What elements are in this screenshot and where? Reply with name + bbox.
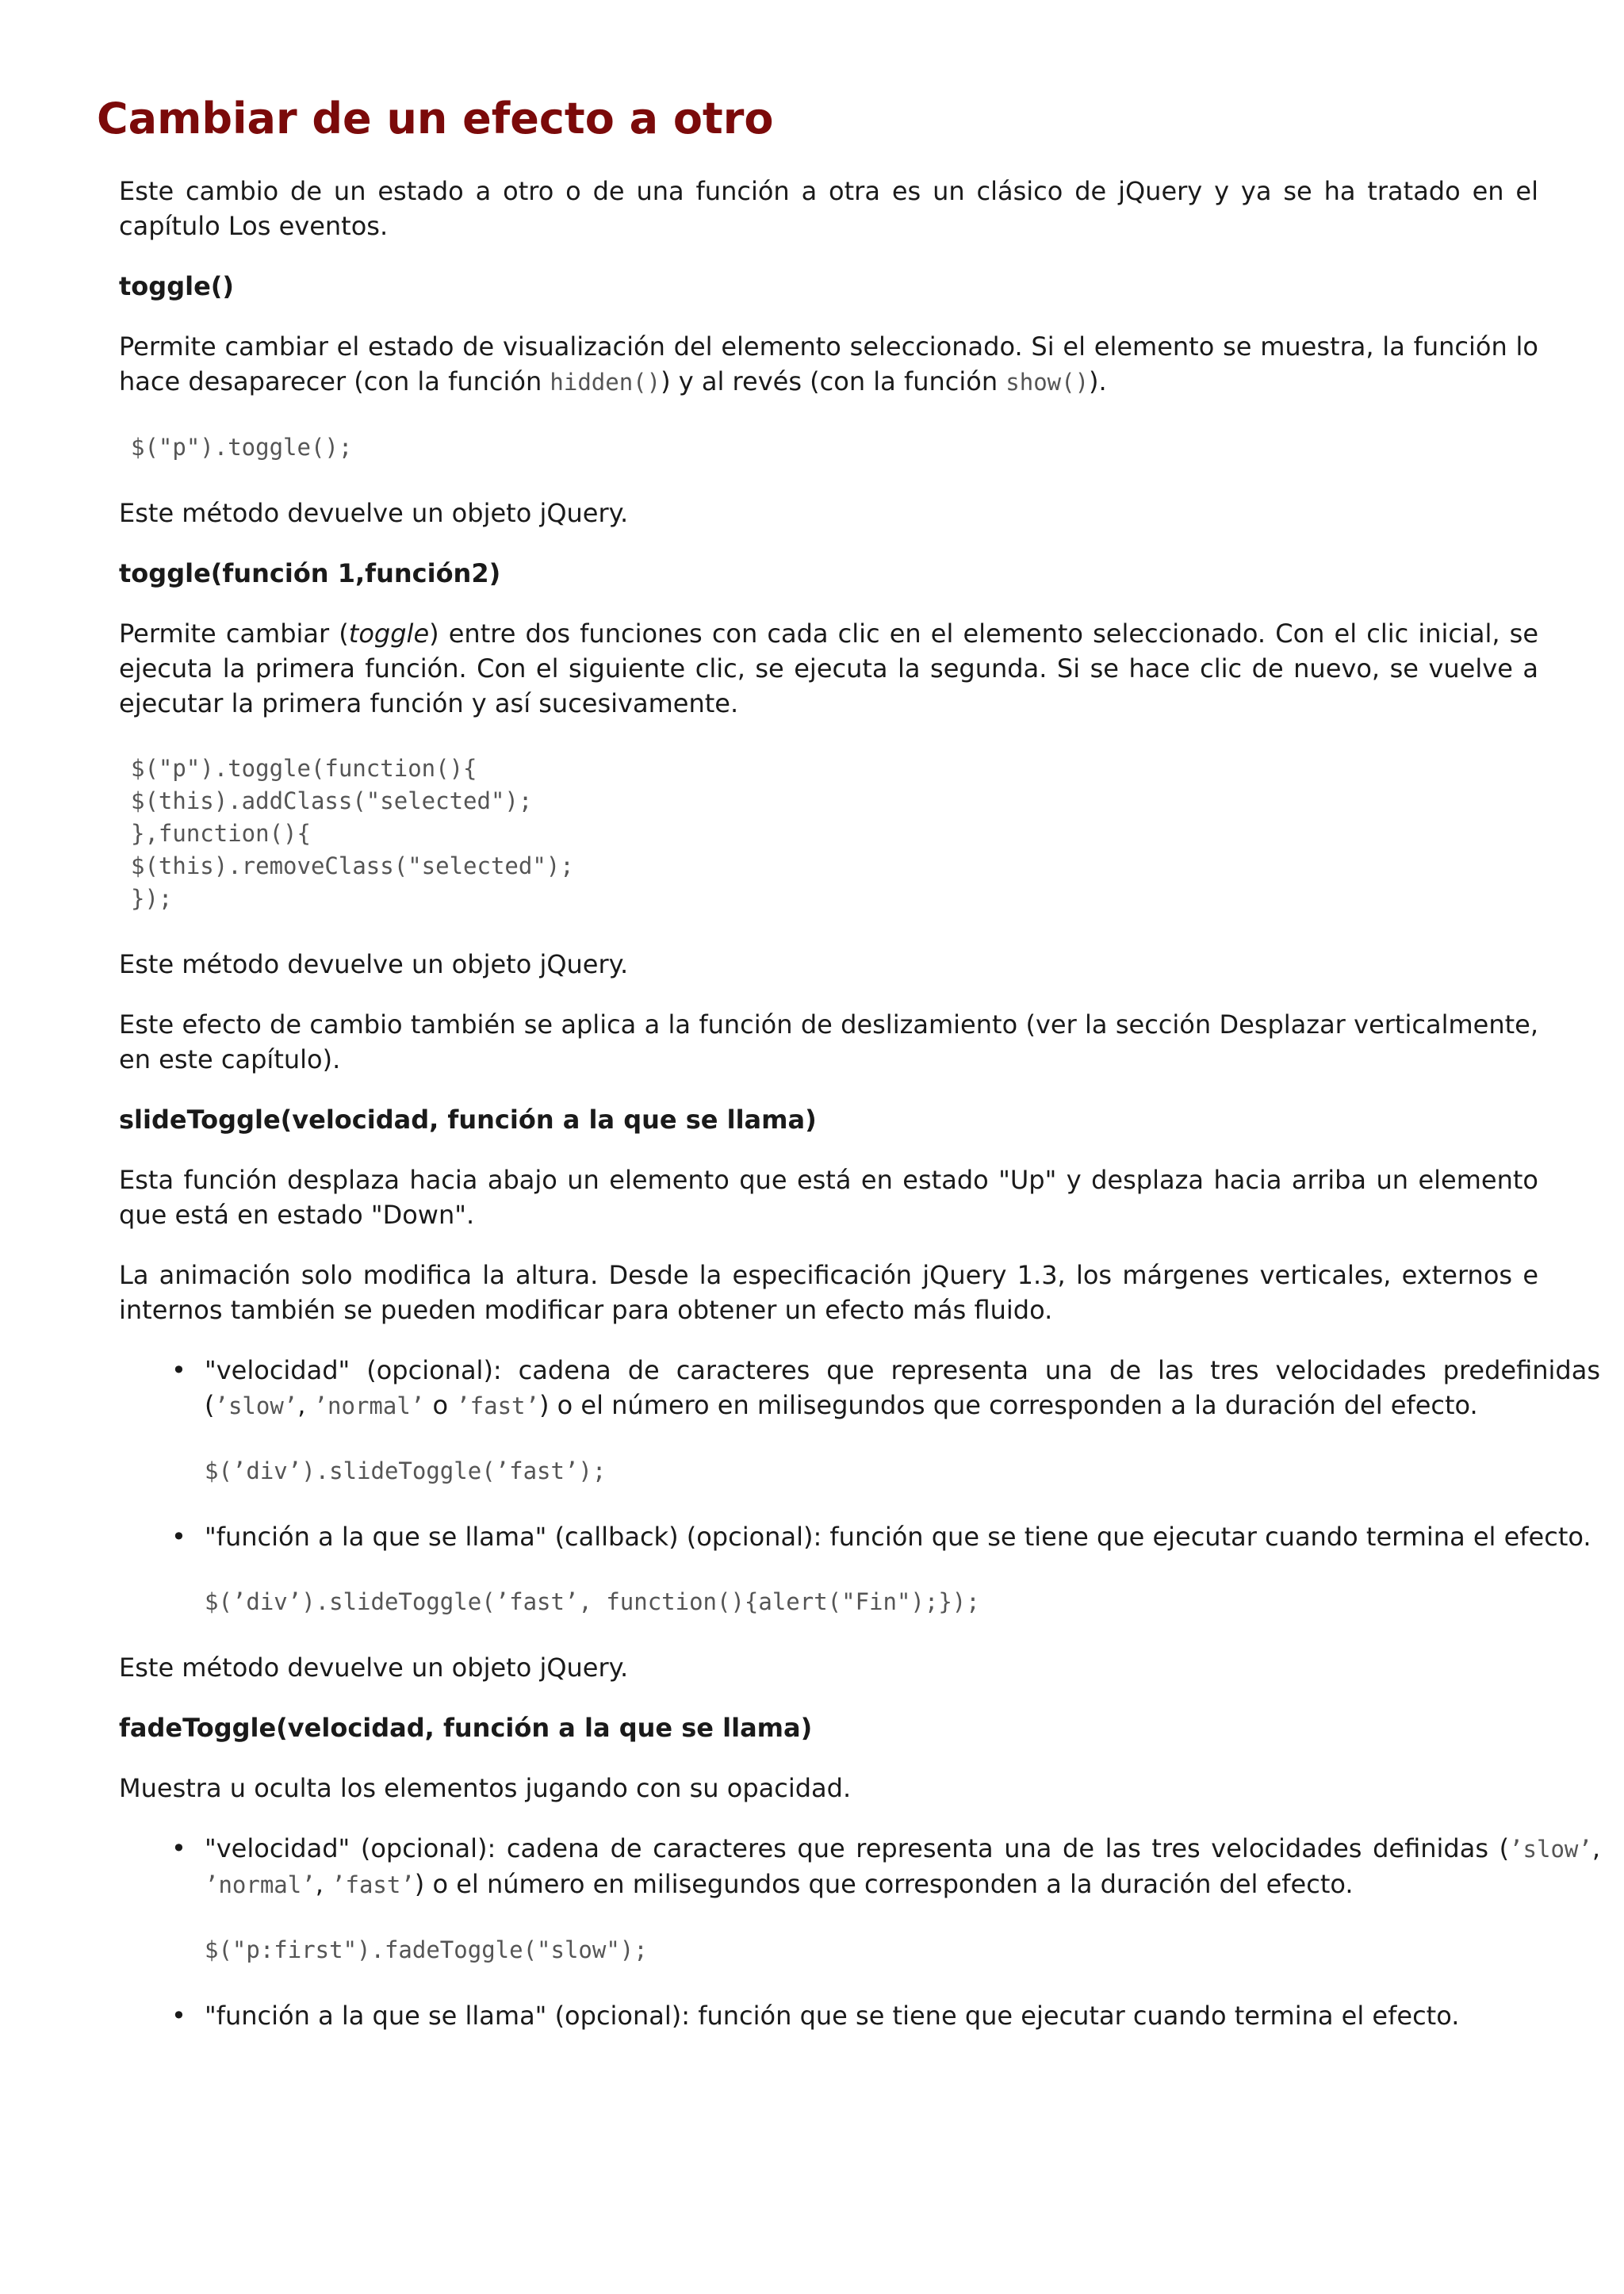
code-fast: ’fast’ [331, 1871, 415, 1898]
param-text: ) o el número en milisegundos que corresponden a la duración del efecto. [538, 1390, 1478, 1420]
toggle2-note: Este efecto de cambio también se aplica a la función de deslizamiento (ver la sección Desplazar verticalmente, en este capítulo). [119, 1009, 1538, 1074]
param-text: "velocidad" (opcional): cadena de caracteres que representa una de las tres velocidades definidas ( [205, 1833, 1510, 1863]
toggle-description [119, 329, 1538, 400]
toggle-code-block: $("p").toggle(); [131, 434, 353, 461]
fadetoggle-code-block: $("p:first").fadeToggle("slow"); [205, 1936, 648, 1963]
slidetoggle-description2: La animación solo modifica la altura. Desde la especificación jQuery 1.3, los márgenes verticales, externos e internos también se pueden modificar para obtener un efecto más fluido. [119, 1260, 1538, 1325]
bullet-icon: • [171, 2001, 186, 2031]
toggle-desc-part1: Permite cambiar el estado de visualización del elemento seleccionado. Si el elemento se muestra, la función lo hace desaparecer (con la función [119, 331, 1538, 396]
code-normal: ’normal’ [205, 1871, 316, 1898]
code-slow: ’slow’ [1509, 1836, 1592, 1863]
toggle-desc-part2: ) y al revés (con la función [661, 366, 1006, 396]
bullet-icon: • [171, 1522, 186, 1552]
slidetoggle-code-block-1: $(’div’).slideToggle(’fast’); [205, 1457, 607, 1484]
toggle2-desc-emphasis: toggle [348, 618, 430, 649]
fadetoggle-param-velocidad [205, 1831, 1600, 1902]
param-text: ) o el número en milisegundos que corresponden a la duración del efecto. [414, 1869, 1354, 1899]
toggle2-heading: toggle(función 1,función2) [119, 558, 501, 588]
slidetoggle-param-velocidad [205, 1353, 1600, 1423]
list-item [119, 1831, 1600, 1967]
page-title: Cambiar de un efecto a otro [97, 94, 774, 144]
code-show: show() [1005, 369, 1090, 396]
slidetoggle-param-list [119, 1353, 1600, 1618]
bullet-icon: • [171, 1355, 186, 1385]
code-normal: ’normal’ [313, 1392, 425, 1419]
toggle-heading: toggle() [119, 271, 235, 301]
slidetoggle-description: Esta función desplaza hacia abajo un elemento que está en estado "Up" y desplaza hacia arriba un elemento que está en estado "Down". [119, 1165, 1538, 1230]
fadetoggle-description: Muestra u oculta los elementos jugando con su opacidad. [119, 1773, 852, 1803]
param-separator: , [315, 1869, 332, 1899]
code-hidden: hidden() [550, 369, 661, 396]
param-separator: o [424, 1390, 457, 1420]
fadetoggle-heading: fadeToggle(velocidad, función a la que se llama) [119, 1713, 813, 1743]
param-separator: , [1591, 1833, 1600, 1863]
toggle2-description [119, 616, 1538, 721]
param-separator: , [297, 1390, 314, 1420]
code-fast: ’fast’ [456, 1392, 539, 1419]
toggle-desc-part3: ). [1089, 366, 1107, 396]
fadetoggle-param-list [119, 1831, 1600, 2033]
intro-paragraph: Este cambio de un estado a otro o de una función a otra es un clásico de jQuery y ya se ha tratado en el capítulo Los eventos. [119, 176, 1538, 241]
param-text: "velocidad" (opcional): cadena de caracteres que representa una de las tres velocidades predefinidas ( [205, 1355, 1600, 1420]
fadetoggle-param-callback: "función a la que se llama" (opcional): función que se tiene que ejecutar cuando termina el efecto. [205, 2001, 1460, 2031]
list-item [119, 1353, 1600, 1488]
toggle-returns: Este método devuelve un objeto jQuery. [119, 498, 629, 528]
list-item [119, 1998, 1600, 2033]
list-item [119, 1519, 1600, 1618]
slidetoggle-returns: Este método devuelve un objeto jQuery. [119, 1653, 629, 1683]
bullet-icon: • [171, 1833, 186, 1863]
code-slow: ’slow’ [214, 1392, 298, 1419]
toggle2-returns: Este método devuelve un objeto jQuery. [119, 949, 629, 979]
slidetoggle-code-block-2: $(’div’).slideToggle(’fast’, function(){alert("Fin");}); [205, 1588, 980, 1615]
toggle2-code-block: $("p").toggle(function(){ $(this).addClass("selected"); },function(){ $(this).removeClass("selected"); }); [131, 755, 574, 912]
slidetoggle-heading: slideToggle(velocidad, función a la que se llama) [119, 1105, 817, 1135]
toggle2-desc-part1: Permite cambiar ( [119, 618, 349, 649]
toggle2-desc-part2: ) entre dos funciones con cada clic en el elemento seleccionado. Con el clic inicial, se ejecuta la primera función. Con el siguiente clic, se ejecuta la segunda. Si se hace clic de nuevo, se vuelve a ejecutar la primera función y así sucesivamente. [119, 618, 1539, 718]
slidetoggle-param-callback: "función a la que se llama" (callback) (opcional): función que se tiene que ejecutar cuando termina el efecto. [205, 1522, 1591, 1552]
document-body [119, 174, 1600, 2033]
